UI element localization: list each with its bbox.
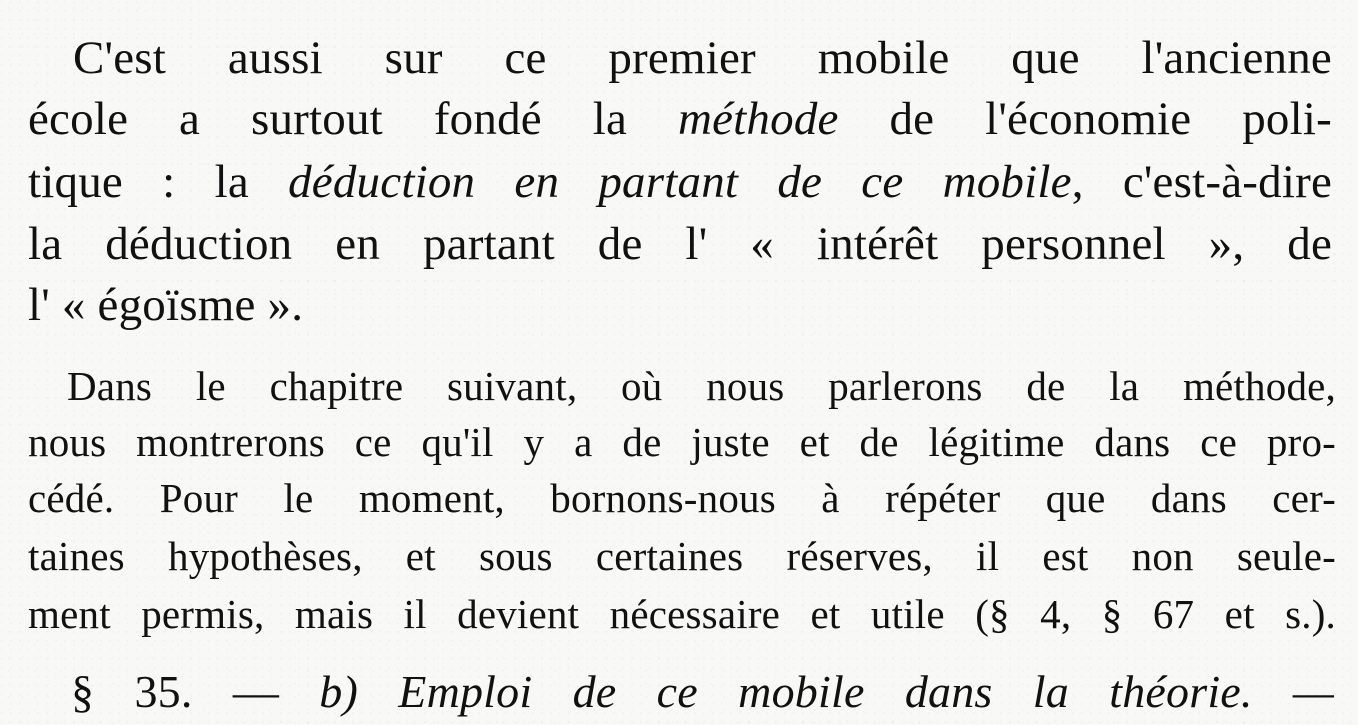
- paragraph-1-line-2-text-start: école a surtout fondé la: [28, 93, 678, 145]
- section-heading: [0, 666, 1358, 717]
- paragraph-2-line-1: Dans le chapitre suivant, où nous parlerons de la méthode,: [67, 363, 1336, 409]
- paragraph-2-line-5: ment permis, mais il devient nécessaire et utile (§ 4, § 67 et s.).: [28, 591, 1336, 637]
- paragraph-1-line-3-text-end: , c'est-à-dire: [1071, 156, 1333, 208]
- paragraph-2-line-3: cédé. Pour le moment, bornons-nous à répéter que dans cer-: [28, 475, 1336, 521]
- paragraph-1-line-2: [0, 93, 1358, 145]
- paragraph-2-line-2: nous montrerons ce qu'il y a de juste et de légitime dans ce pro-: [28, 419, 1336, 465]
- paragraph-1-line-3-text-start: tique : la: [28, 156, 289, 208]
- paragraph-1-line-5: l' « égoïsme ».: [28, 279, 304, 331]
- paragraph-1-line-3: [0, 156, 1358, 208]
- section-label: b): [319, 666, 399, 717]
- section-title: Emploi de ce mobile dans la théorie. —: [398, 666, 1334, 717]
- methode-italic-term: méthode: [677, 93, 839, 145]
- section-number: § 35. —: [71, 666, 320, 717]
- paragraph-1-line-1: C'est aussi sur ce premier mobile que l'ancienne: [73, 32, 1332, 84]
- paragraph-2-line-4: taines hypothèses, et sous certaines réserves, il est non seule-: [28, 533, 1336, 579]
- paragraph-1-line-2-text-end: de l'économie poli-: [838, 93, 1332, 145]
- paragraph-1-line-4: la déduction en partant de l' « intérêt personnel », de: [28, 218, 1332, 270]
- deduction-italic-phrase: déduction en partant de ce mobile: [288, 156, 1072, 208]
